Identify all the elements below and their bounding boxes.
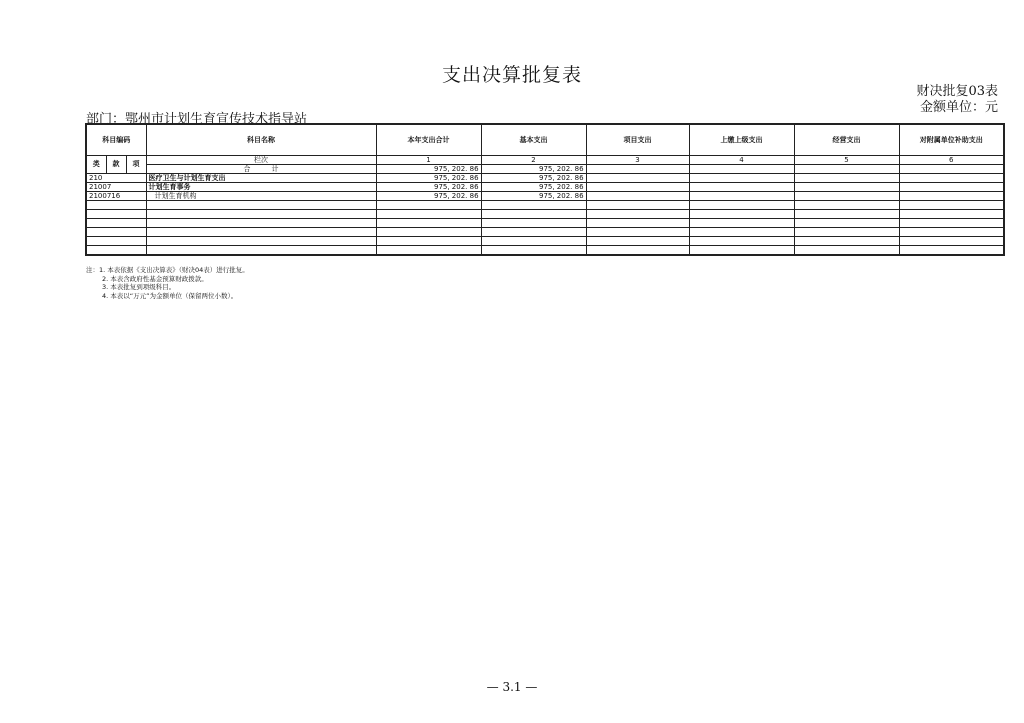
col-number-2: 2 — [481, 156, 586, 165]
col-number-5: 5 — [794, 156, 899, 165]
row-col1: 975, 202. 86 — [376, 192, 481, 201]
empty-row — [86, 201, 1004, 210]
row-col1: 975, 202. 86 — [376, 183, 481, 192]
empty-row — [86, 237, 1004, 246]
form-number: 财决批复03表 — [916, 84, 998, 99]
table-row — [86, 183, 1004, 192]
header-xiang: 项 — [126, 156, 146, 174]
row-col1: 975, 202. 86 — [376, 174, 481, 183]
page-title: 支出决算批复表 — [441, 64, 582, 86]
row-code: 210 — [86, 174, 146, 183]
table-notes — [86, 266, 249, 300]
note-3: 3. 本表批复到项级科目。 — [102, 283, 176, 291]
row-name: 计划生育机构 — [146, 192, 376, 201]
expenditure-table — [85, 123, 1005, 256]
column-number-row — [86, 156, 1004, 165]
total-row — [86, 165, 1004, 174]
row-code: 2100716 — [86, 192, 146, 201]
empty-row — [86, 210, 1004, 219]
header-lei: 类 — [86, 156, 106, 174]
header-col5: 经营支出 — [794, 124, 899, 156]
header-code: 科目编码 — [86, 124, 146, 156]
col-number-1: 1 — [376, 156, 481, 165]
row-col2: 975, 202. 86 — [481, 183, 586, 192]
header-col6: 对附属单位补助支出 — [899, 124, 1004, 156]
col-number-3: 3 — [586, 156, 689, 165]
table-row — [86, 174, 1004, 183]
empty-row — [86, 246, 1004, 256]
header-col2: 基本支出 — [481, 124, 586, 156]
empty-row — [86, 228, 1004, 237]
col-number-4: 4 — [689, 156, 794, 165]
empty-row — [86, 219, 1004, 228]
header-kuan: 款 — [106, 156, 126, 174]
table-row — [86, 192, 1004, 201]
note-2: 2. 本表含政府性基金预算财政拨款。 — [102, 274, 208, 283]
table-header-row — [86, 124, 1004, 156]
note-1: 注：1. 本表依据《支出决算表》（财决04表）进行批复。 — [86, 266, 249, 274]
header-col3: 项目支出 — [586, 124, 689, 156]
row-name: 计划生育事务 — [146, 183, 376, 192]
total-label: 合 计 — [146, 165, 376, 174]
col-number-6: 6 — [899, 156, 1004, 165]
amount-unit: 金额单位：元 — [919, 100, 998, 115]
lanci-label: 栏次 — [146, 156, 376, 165]
row-col2: 975, 202. 86 — [481, 192, 586, 201]
note-4: 4. 本表以“万元”为金额单位（保留两位小数）。 — [102, 291, 238, 300]
row-code: 21007 — [86, 183, 146, 192]
header-name: 科目名称 — [146, 124, 376, 156]
total-col2: 975, 202. 86 — [481, 165, 586, 174]
header-col4: 上缴上级支出 — [689, 124, 794, 156]
row-col2: 975, 202. 86 — [481, 174, 586, 183]
total-col1: 975, 202. 86 — [376, 165, 481, 174]
department-label: 部门：鄂州市计划生育宣传技术指导站 — [86, 112, 308, 127]
row-name: 医疗卫生与计划生育支出 — [146, 174, 376, 183]
page-number: — 3.1 — — [486, 680, 538, 694]
header-col1: 本年支出合计 — [376, 124, 481, 156]
